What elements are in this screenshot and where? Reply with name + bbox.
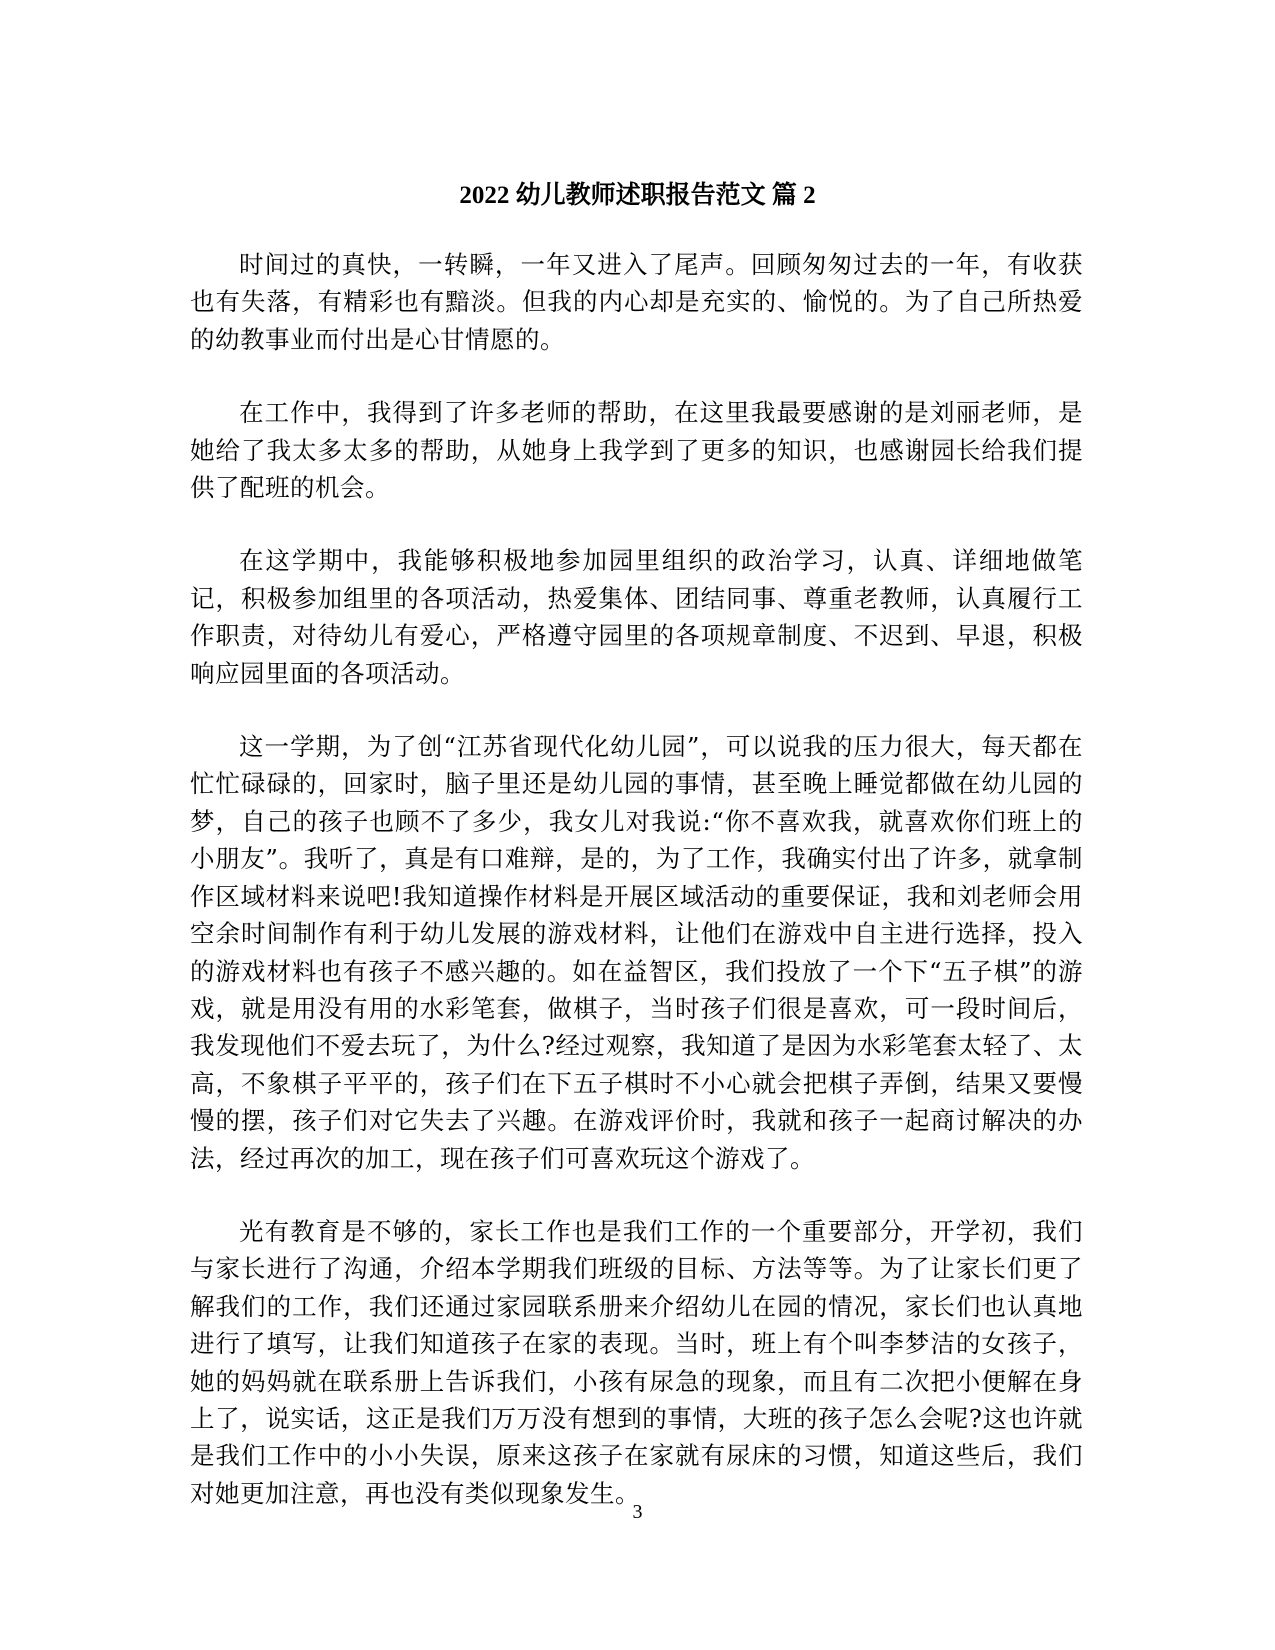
paragraph-5: 光有教育是不够的，家长工作也是我们工作的一个重要部分，开学初，我们与家长进行了沟通，介绍本学期我们班级的目标、方法等等。为了让家长们更了解我们的工作，我们还通过家园联系册来介绍幼儿在园的情况，家长们也认真地进行了填写，让我们知道孩子在家的表现。当时，班上有个叫李梦洁的女孩子，她的妈妈就在联系册上告诉我们，小孩有尿急的现象，而且有二次把小便解在身上了，说实话，这正是我们万万没有想到的事情，大班的孩子怎么会呢?这也许就是我们工作中的小小失误，原来这孩子在家就有尿床的习惯，知道这些后，我们对她更加注意，再也没有类似现象发生。 (190, 1216, 1083, 1508)
paragraph-4: 这一学期，为了创“江苏省现代化幼儿园”，可以说我的压力很大，每天都在忙忙碌碌的，回家时，脑子里还是幼儿园的事情，甚至晚上睡觉都做在幼儿园的梦，自己的孩子也顾不了多少，我女儿对我说:“你不喜欢我，就喜欢你们班上的小朋友”。我听了，真是有口难辩，是的，为了工作，我确实付出了许多，就拿制作区域材料来说吧!我知道操作材料是开展区域活动的重要保证，我和刘老师会用空余时间制作有利于幼儿发展的游戏材料，让他们在游戏中自主进行选择，投入的游戏材料也有孩子不感兴趣的。如在益智区，我们投放了一个下“五子棋”的游戏，就是用没有用的水彩笔套，做棋子，当时孩子们很是喜欢，可一段时间后，我发现他们不爱去玩了，为什么?经过观察，我知道了是因为水彩笔套太轻了、太高，不象棋子平平的，孩子们在下五子棋时不小心就会把棋子弄倒，结果又要慢慢的摆，孩子们对它失去了兴趣。在游戏评价时，我就和孩子一起商讨解决的办法，经过再次的加工，现在孩子们可喜欢玩这个游戏了。 (190, 732, 1083, 1173)
document-title: 2022 幼儿教师述职报告范文 篇 2 (459, 182, 816, 209)
document-body (190, 246, 1083, 1548)
page-number: 3 (632, 1501, 643, 1523)
paragraph-2: 在工作中，我得到了许多老师的帮助，在这里我最要感谢的是刘丽老师，是她给了我太多太多的帮助，从她身上我学到了更多的知识，也感谢园长给我们提供了配班的机会。 (190, 398, 1083, 503)
paragraph-1: 时间过的真快，一转瞬，一年又进入了尾声。回顾匆匆过去的一年，有收获也有失落，有精彩也有黯淡。但我的内心却是充实的、愉悦的。为了自己所热爱的幼教事业而付出是心甘情愿的。 (190, 250, 1083, 354)
paragraph-3: 在这学期中，我能够积极地参加园里组织的政治学习，认真、详细地做笔记，积极参加组里的各项活动，热爱集体、团结同事、尊重老教师，认真履行工作职责，对待幼儿有爱心，严格遵守园里的各项规章制度、不迟到、早退，积极响应园里面的各项活动。 (190, 546, 1083, 688)
